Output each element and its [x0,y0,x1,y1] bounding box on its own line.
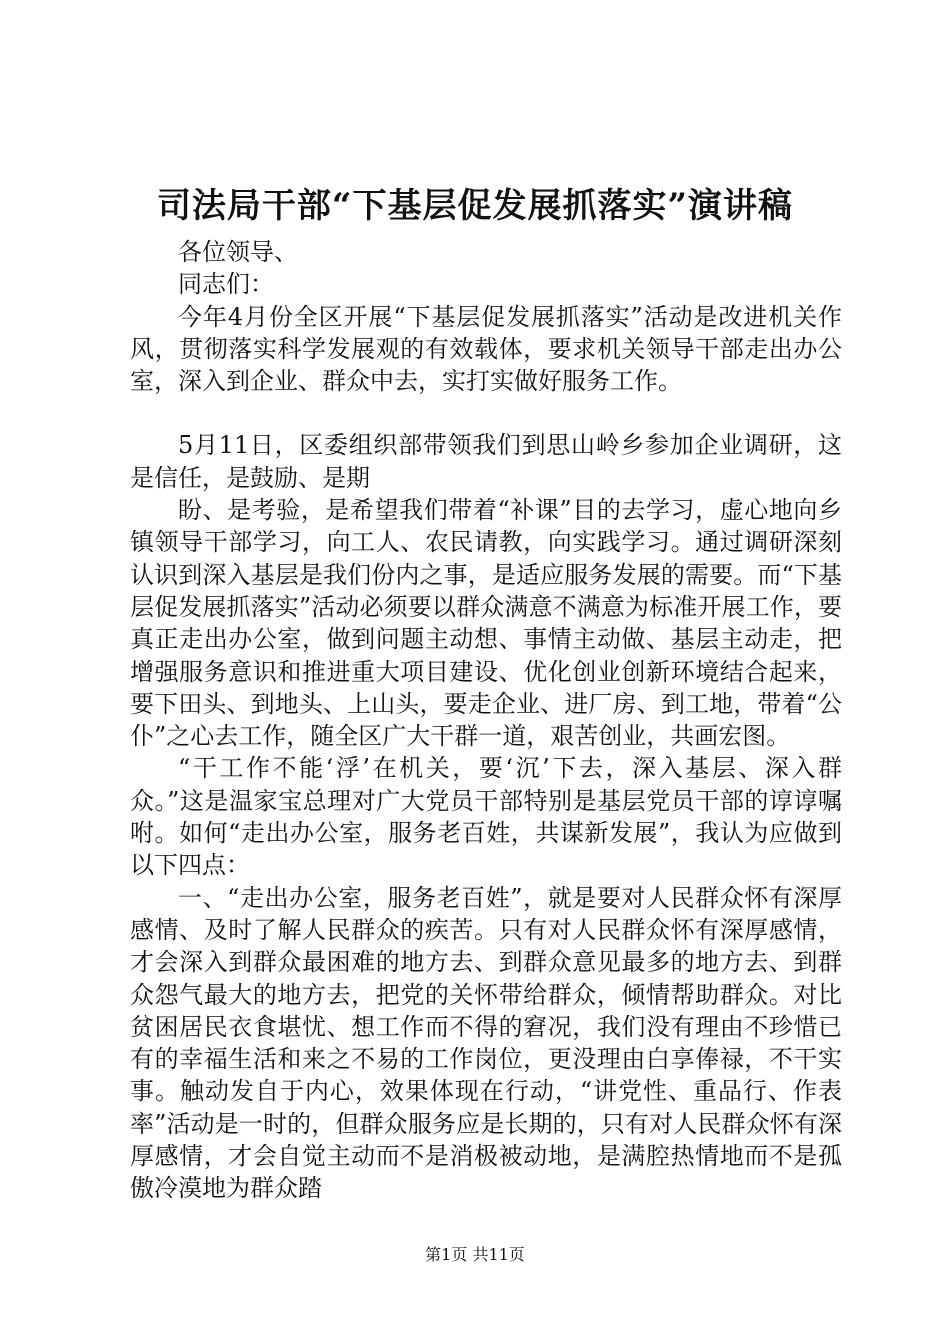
page-number: 第1页 共11页 [425,1245,525,1264]
body-paragraph: “干工作不能‘浮’在机关，要‘沉’下去，深入基层、深入群众。”这是温家宝总理对广大党员干部特别是基层党员干部的谆谆嘱咐。如何“走出办公室，服务老百姓，共谋新发展”，我认为应做到以下四点： [130,754,842,880]
body-paragraph: 今年4月份全区开展“下基层促发展抓落实”活动是改进机关作风，贯彻落实科学发展观的有效载体，要求机关领导干部走出办公室，深入到企业、群众中去，实打实做好服务工作。 [130,302,842,396]
body-paragraph: 5月11日，区委组织部带领我们到思山岭乡参加企业调研，这是信任，是鼓励、是期 [130,431,842,492]
salutation-line: 同志们： [178,270,274,299]
document-title: 司法局干部“下基层促发展抓落实”演讲稿 [156,186,794,226]
document-body [130,236,842,1205]
salutation-line: 各位领导、 [178,238,298,266]
body-paragraph: 盼、是考验，是希望我们带着“补课”目的去学习，虚心地向乡镇领导干部学习，向工人、农民请教，向实践学习。通过调研深刻认识到深入基层是我们份内之事，是适应服务发展的需要。而“下基层促发展抓落实”活动必须要以群众满意不满意为标准开展工作，要真正走出办公室，做到问题主动想、事情主动做、基层主动走，把增强服务意识和推进重大项目建设、优化创业创新环境结合起来，要下田头、到地头、上山头，要走企业、进厂房、到工地，带着“公仆”之心去工作，随全区广大干群一道，艰苦创业，共画宏图。 [130,496,842,751]
body-paragraph: 一、“走出办公室，服务老百姓”，就是要对人民群众怀有深厚感情、及时了解人民群众的疾苦。只有对人民群众怀有深厚感情，才会深入到群众最困难的地方去、到群众意见最多的地方去、到群众怨气最大的地方去，把党的关怀带给群众，倾情帮助群众。对比贫困居民衣食堪忧、想工作而不得的窘况，我们没有理由不珍惜已有的幸福生活和来之不易的工作岗位，更没理由白享俸禄，不干实事。触动发自于内心，效果体现在行动，“讲党性、重品行、作表率”活动是一时的，但群众服务应是长期的，只有对人民群众怀有深厚感情，才会自觉主动而不是消极被动地，是满腔热情地而不是孤傲冷漠地为群众踏 [130,883,842,1203]
